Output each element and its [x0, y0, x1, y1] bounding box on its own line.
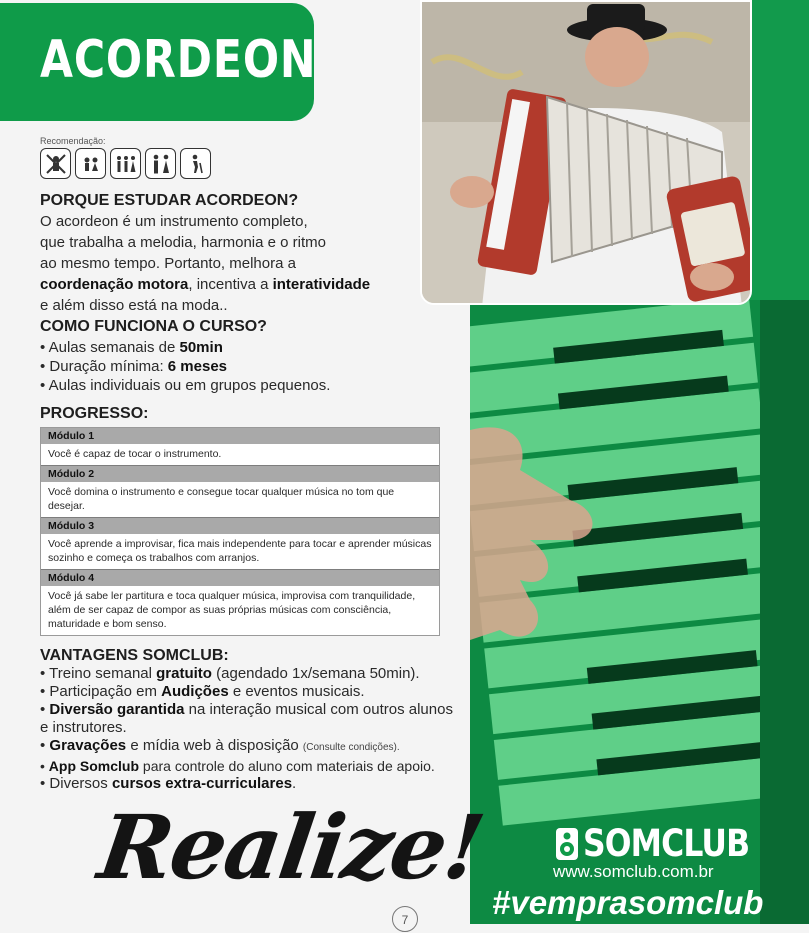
- how-heading: COMO FUNCIONA O CURSO?: [40, 318, 267, 335]
- item-text: •: [40, 701, 50, 718]
- slogan: Realize!: [92, 795, 489, 899]
- module-title: Módulo 1: [41, 428, 439, 444]
- list-item: [40, 338, 440, 357]
- module-title: Módulo 2: [41, 465, 439, 482]
- item-text: .: [292, 775, 297, 792]
- why-mid: , incentiva a: [188, 276, 273, 293]
- module-description: Você é capaz de tocar o instrumento.: [48, 448, 222, 460]
- adults-icon: [145, 148, 176, 179]
- accordion-player-photo: [420, 0, 752, 305]
- item-text: para controle do aluno com materiais de apoio.: [139, 758, 435, 774]
- list-item: [40, 683, 465, 701]
- module-description: Você aprende a improvisar, fica mais independente para tocar e aprender músicas sozinho e começa os trabalhos com arranjos.: [48, 538, 432, 564]
- progress-table: [40, 427, 440, 636]
- why-heading: PORQUE ESTUDAR ACORDEON?: [40, 192, 299, 209]
- module-description: Você já sabe ler partitura e toca qualquer música, improvisa com tranquilidade, além de ser capaz de compor as suas próprias músicas com consciência, maturidade e bom senso.: [48, 590, 416, 630]
- item-text: e eventos musicais.: [228, 683, 365, 700]
- item-text: • Duração mínima:: [40, 358, 168, 375]
- item-text: • Aulas semanais de: [40, 339, 180, 356]
- item-text: • Participação em: [40, 683, 162, 700]
- how-list: [40, 338, 440, 395]
- page-number: 7: [392, 906, 418, 932]
- recommendation-label: Recomendação:: [40, 136, 106, 146]
- item-text: e mídia web à disposição: [126, 737, 303, 754]
- item-bold: Gravações: [49, 737, 127, 754]
- list-item: [40, 701, 465, 737]
- speaker-icon: [555, 827, 579, 861]
- list-item: [40, 737, 465, 757]
- item-bold: Diversão garantida: [49, 701, 185, 718]
- item-text: • Diversos: [40, 775, 112, 792]
- brand-logo: [555, 822, 779, 865]
- why-bold: coordenação motora: [40, 276, 189, 293]
- hashtag: #vemprasomclub: [492, 884, 764, 921]
- list-item: [40, 376, 440, 395]
- why-line: O acordeon é um instrumento completo,: [40, 213, 308, 230]
- list-item: [40, 665, 465, 683]
- page-title: ACORDEON: [40, 30, 317, 90]
- item-bold: 50min: [179, 339, 223, 356]
- module-title: Módulo 4: [41, 569, 439, 586]
- why-line: [40, 274, 420, 295]
- why-line: e além disso está na moda..: [40, 297, 228, 314]
- item-note: (Consulte condições).: [302, 742, 400, 753]
- elderly-icon: [180, 148, 211, 179]
- item-text: •: [40, 737, 50, 754]
- progress-heading: PROGRESSO:: [40, 405, 149, 422]
- why-line: ao mesmo tempo. Portanto, melhora a: [40, 255, 296, 272]
- item-bold: App Somclub: [48, 758, 140, 774]
- accordion-illustration: [422, 2, 752, 305]
- item-text: na interação musical com outros alunos e instrutores.: [40, 701, 453, 736]
- item-bold: 6 meses: [167, 358, 228, 375]
- list-item: [40, 757, 465, 775]
- advantages-list: [40, 665, 465, 793]
- website-link[interactable]: www.somclub.com.br: [553, 862, 714, 881]
- item-text: •: [40, 758, 49, 774]
- item-text: (agendado 1x/semana 50min).: [211, 665, 420, 682]
- item-bold: cursos extra-curriculares: [111, 775, 293, 792]
- teens-icon: [110, 148, 141, 179]
- item-bold: gratuito: [156, 665, 212, 682]
- module-title: Módulo 3: [41, 517, 439, 534]
- why-line: que trabalha a melodia, harmonia e o ritmo: [40, 234, 326, 251]
- advantages-heading: VANTAGENS SOMCLUB:: [40, 647, 229, 664]
- module-description: Você domina o instrumento e consegue tocar qualquer música no tom que desejar.: [48, 486, 395, 512]
- why-bold: interatividade: [272, 276, 371, 293]
- recommendation-icons: [40, 148, 211, 179]
- why-paragraph: [40, 211, 420, 316]
- no-baby-icon: [40, 148, 71, 179]
- children-icon: [75, 148, 106, 179]
- list-item: [40, 357, 440, 376]
- list-item: [40, 775, 465, 793]
- item-bold: Audições: [161, 683, 229, 700]
- item-text: • Treino semanal: [40, 665, 157, 682]
- item-text: • Aulas individuais ou em grupos pequenos.: [40, 377, 331, 394]
- brand-name: SOMCLUB: [583, 822, 750, 865]
